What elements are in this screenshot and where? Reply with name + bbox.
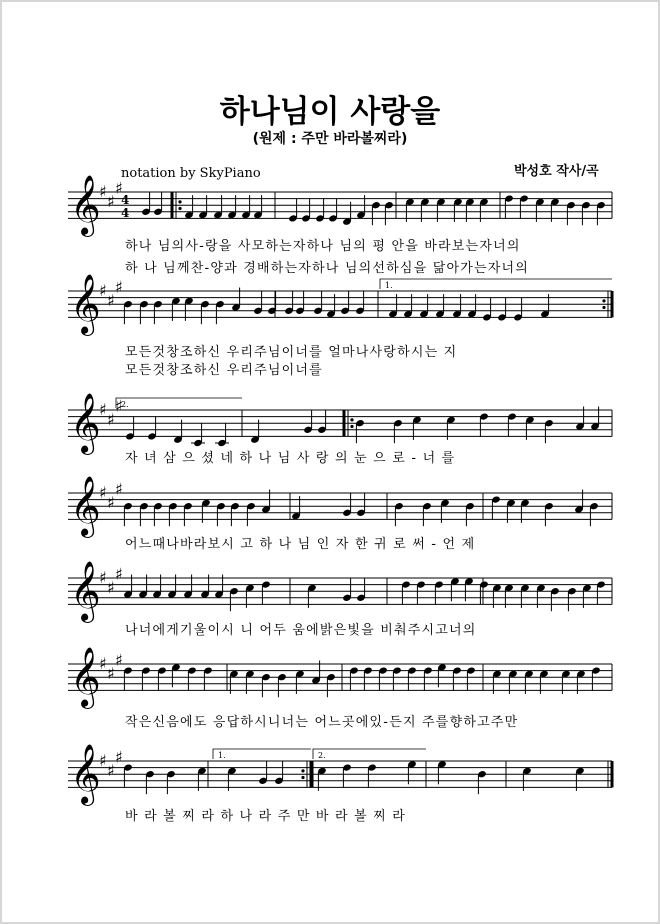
staff-system [68,647,612,730]
repeat-dot [301,769,304,772]
volta-bracket [380,279,612,289]
sharp-icon: ♯ [115,564,123,584]
repeat-dot [350,418,353,421]
lyric-line: 작은신음에도 응답하시니너는 어느곳에있-든지 주를향하고주만 [125,715,519,730]
treble-clef-icon: 𝄞 [70,561,101,621]
volta-label: 1. [218,751,226,760]
volta-bracket [313,749,426,759]
sharp-icon: ♯ [99,751,107,770]
treble-clef-icon: 𝄞 [70,744,101,804]
sharp-icon: ♯ [115,650,123,670]
repeat-dot [178,200,181,203]
repeat-dot [301,776,304,779]
barline-thick [611,291,614,317]
staff-system [68,393,612,466]
sharp-icon: ♯ [107,290,115,310]
sharp-icon: ♯ [107,577,115,597]
time-signature-top: 4 [121,193,130,207]
sharp-icon: ♯ [107,492,115,512]
volta-label: 1. [385,281,393,290]
barline-thick [611,761,614,787]
sharp-icon: ♯ [107,663,115,683]
repeat-dot [602,299,605,302]
sharp-icon: ♯ [99,654,107,673]
sharp-icon: ♯ [115,396,123,416]
lyric-line: 어느때나바라보시 고 하 나 님 인 자 한 귀 로 써 - 언 제 [125,537,476,552]
sharp-icon: ♯ [99,400,107,419]
sharp-icon: ♯ [107,760,115,780]
volta-bracket [116,398,242,408]
barline-thick [171,192,174,218]
sharp-icon: ♯ [115,178,123,198]
sharp-icon: ♯ [107,191,115,211]
repeat-dot [178,207,181,210]
sharp-icon: ♯ [99,483,107,502]
lyric-line: 모든것창조하신 우리주님이너를 얼마나사랑하시는 지 [125,345,458,360]
volta-label: 2. [318,751,326,760]
treble-clef-icon: 𝄞 [70,476,101,536]
staff-system [68,274,614,378]
repeat-dot [602,306,605,309]
song-title: 하나님이 사랑을 [219,94,441,130]
lyric-line: 바 라 볼 찌 라 하 나 라 주 만 바 라 볼 찌 라 [125,809,407,824]
sharp-icon: ♯ [115,747,123,767]
staff-system [68,175,612,276]
volta-bracket [213,749,311,759]
sharp-icon: ♯ [99,281,107,300]
barline-thick [343,410,346,436]
volta-label: 2. [121,400,129,409]
treble-clef-icon: 𝄞 [70,274,101,334]
lyric-line: 하나 님의사-랑을 사모하는자하나 님의 평 안을 바라보는자너의 [125,239,521,254]
lyric-line: 나너에게기울이시 니 어두 움에밝은빛을 비춰주시고너의 [125,623,477,638]
treble-clef-icon: 𝄞 [70,393,101,453]
sharp-icon: ♯ [115,277,123,297]
lyric-line: 하 나 님께찬-양과 경배하는자하나 님의선하심을 닮아가는자너의 [125,261,530,276]
sharp-icon: ♯ [99,182,107,201]
treble-clef-icon: 𝄞 [70,175,101,235]
composer-credit: 박성호 작사/곡 [514,164,599,179]
sharp-icon: ♯ [115,479,123,499]
staff-system [68,561,612,638]
notation-credit: notation by SkyPiano [121,166,261,181]
lyric-line: 자 녀 삼 으 셨 네 하 나 님 사 랑 의 눈 으 로 - 너 를 [125,451,456,466]
staff-system [68,476,612,552]
time-signature-bottom: 4 [121,206,130,220]
sharp-icon: ♯ [107,409,115,429]
sharp-icon: ♯ [99,568,107,587]
song-subtitle: (원제 : 주만 바라볼찌라) [252,131,408,147]
repeat-dot [350,425,353,428]
treble-clef-icon: 𝄞 [70,647,101,707]
barline-thick [310,761,313,787]
staff-system [68,744,614,824]
lyric-line: 모든것창조하신 우리주님이너를 [125,363,323,378]
